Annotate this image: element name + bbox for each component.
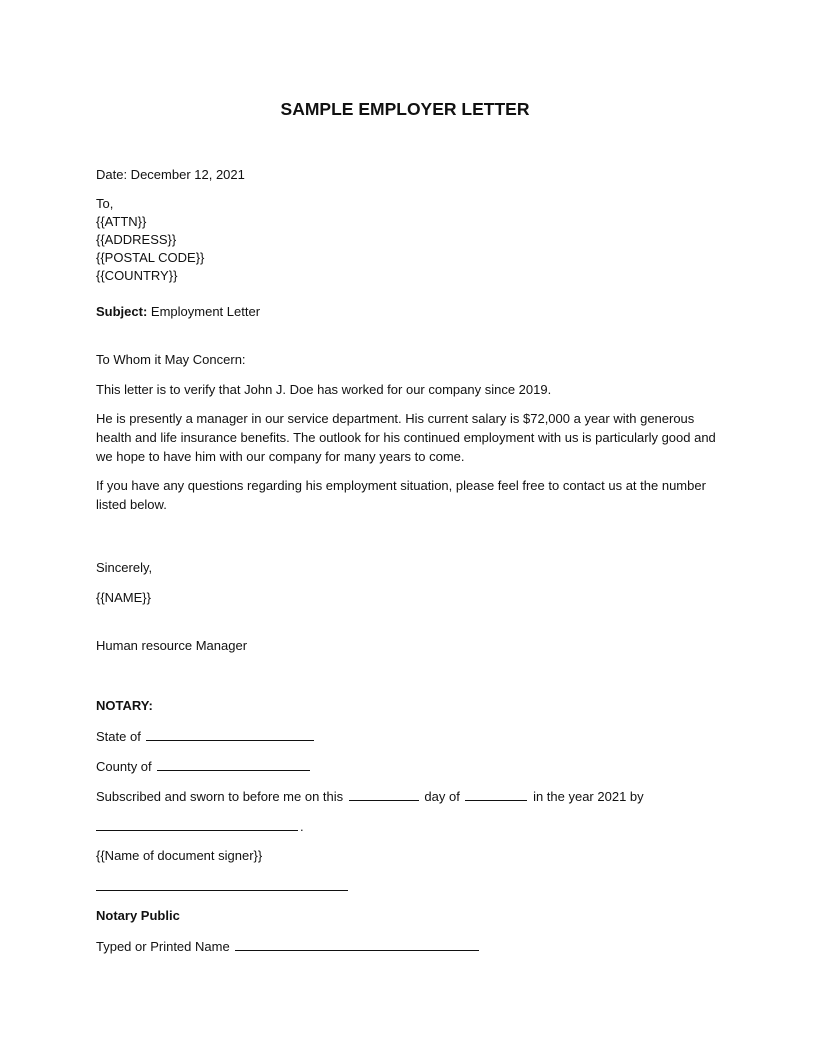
signer-blank bbox=[96, 816, 298, 831]
address-street: {{ADDRESS}} bbox=[96, 232, 177, 247]
document-signer-placeholder: {{Name of document signer}} bbox=[96, 848, 263, 863]
address-postal-code: {{POSTAL CODE}} bbox=[96, 250, 205, 265]
notary-sworn-line bbox=[96, 786, 726, 806]
letter-body bbox=[96, 380, 726, 514]
sworn-text-3: in the year 2021 by bbox=[533, 789, 644, 804]
name-placeholder: {{NAME}} bbox=[96, 590, 151, 605]
sworn-text-2: day of bbox=[424, 789, 460, 804]
typed-name-blank bbox=[235, 936, 479, 951]
subject-line bbox=[96, 302, 726, 321]
notary-state-line bbox=[96, 726, 726, 746]
body-paragraph: This letter is to verify that John J. Doe has worked for our company since 2019. bbox=[96, 382, 552, 397]
notary-signature-line bbox=[96, 876, 726, 896]
address-country: {{COUNTRY}} bbox=[96, 268, 178, 283]
closing: Sincerely, bbox=[96, 560, 153, 575]
state-label: State of bbox=[96, 729, 141, 744]
body-paragraph: If you have any questions regarding his employment situation, please feel free to contact us at the number listed below. bbox=[96, 478, 706, 512]
day-blank bbox=[349, 786, 419, 801]
page-title: SAMPLE EMPLOYER LETTER bbox=[280, 99, 530, 119]
address-block bbox=[96, 195, 726, 285]
address-attn: {{ATTN}} bbox=[96, 214, 147, 229]
county-blank bbox=[157, 756, 310, 771]
month-blank bbox=[465, 786, 527, 801]
subject-text: Employment Letter bbox=[150, 304, 261, 319]
notary-public-label: Notary Public bbox=[96, 908, 180, 923]
body-paragraph: He is presently a manager in our service department. His current salary is $72,000 a year with generous health and life insurance benefits. The outlook for his continued employment with us is particularly good and we hope to have him with our company for many years to come. bbox=[96, 411, 716, 464]
sworn-text-1: Subscribed and sworn to before me on this bbox=[96, 789, 344, 804]
subject-label: Subject: bbox=[96, 304, 148, 319]
typed-name-line bbox=[96, 936, 726, 956]
state-blank bbox=[146, 726, 314, 741]
to-line: To, bbox=[96, 196, 114, 211]
notary-signature-blank bbox=[96, 876, 348, 891]
date-line: Date: December 12, 2021 bbox=[96, 167, 245, 182]
county-label: County of bbox=[96, 759, 152, 774]
signer-title: Human resource Manager bbox=[96, 638, 248, 653]
notary-county-line bbox=[96, 756, 726, 776]
notary-heading: NOTARY: bbox=[96, 698, 153, 713]
typed-name-label: Typed or Printed Name bbox=[96, 939, 230, 954]
notary-signer-line bbox=[96, 816, 726, 836]
period: . bbox=[300, 819, 304, 834]
salutation: To Whom it May Concern: bbox=[96, 352, 246, 367]
